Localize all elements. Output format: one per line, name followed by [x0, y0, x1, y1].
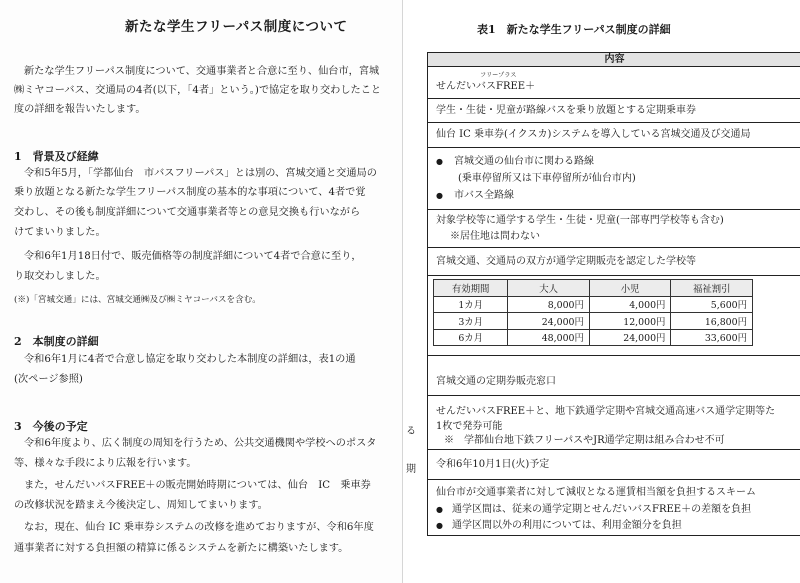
- section-1-heading: 1 背景及び経緯: [14, 150, 99, 163]
- fare-term: 6カ月: [434, 329, 508, 346]
- section-1-line: り取交わしました。: [14, 271, 106, 282]
- row-routes: [427, 148, 800, 210]
- sales-text: 宮城交通の定期券販売窓口: [436, 376, 556, 387]
- name-ruby: フリープラス: [480, 72, 517, 79]
- fare-header: 福祉割引: [671, 280, 753, 297]
- section-3-line: 等、様々な手段により広報を行います。: [14, 458, 197, 469]
- fare-welfare: 33,600円: [671, 329, 753, 346]
- page-title: 新たな学生フリーパス制度について: [125, 19, 348, 35]
- section-1-line: 令和6年1月18日付で、販売価格等の制度詳細について4者で合意に至り，: [24, 251, 362, 262]
- section-2-line: 令和6年1月に4者で合意し協定を取り交わした本制度の詳細は，表1の通: [24, 354, 356, 365]
- clipped-label: る: [406, 426, 416, 437]
- eligibility-note: ※居住地は問わない: [450, 231, 540, 242]
- section-3-heading: 3 今後の予定: [14, 420, 88, 433]
- row-eligibility: [427, 210, 800, 248]
- fare-row: [434, 313, 753, 330]
- fare-child: 24,000円: [589, 329, 671, 346]
- combination-text: せんだいバスFREE＋と、地下鉄通学定期や宮城交通高速バス通学定期等た: [436, 406, 776, 417]
- pass-description: 学生・生徒・児童が路線バスを乗り放題とする定期乗車券: [436, 105, 696, 116]
- section-3-line: また，せんだいバスFREE＋の販売開始時期については、仙台 IC 乗車券: [24, 480, 371, 491]
- bullet-icon: ●: [436, 157, 443, 166]
- eligibility-text: 対象学校等に通学する学生・生徒・児童(一部専門学校等も含む): [436, 215, 724, 226]
- section-3-line: 通事業者に対する負担額の精算に係るシステムを新たに構築いたします。: [14, 543, 349, 554]
- fare-header: 大人: [508, 280, 590, 297]
- row-schools: [427, 248, 800, 276]
- pass-name: せんだいバスFREE＋: [436, 81, 536, 92]
- scheme-bullet: 通学区間は、従来の通学定期とせんだいバスFREE＋の差額を負担: [452, 504, 752, 515]
- header-label: 内容: [604, 54, 625, 65]
- fare-child: 12,000円: [589, 313, 671, 330]
- scheme-text: 仙台市が交通事業者に対して減収となる運賃相当額を負担するスキーム: [436, 487, 756, 498]
- fare-term: 1カ月: [434, 296, 508, 313]
- row-name: [427, 67, 800, 99]
- route-miyagi-note: (乗車停留所又は下車停留所が仙台市内): [458, 173, 636, 184]
- combination-note: ※ 学都仙台地下鉄フリーパスやJR通学定期は組み合わせ不可: [444, 435, 725, 446]
- right-page: [403, 0, 800, 583]
- section-1-line: 交わし、その後も制度詳細について交通事業者等との意見交換も行いながら: [14, 207, 361, 218]
- section-1-line: 乗り放題となる新たな学生フリーパス制度の基本的な事項について、4者で覚: [14, 187, 366, 198]
- route-miyagi: 宮城交通の仙台市に関わる路線: [454, 156, 594, 167]
- row-description: [427, 99, 800, 123]
- bullet-icon: ●: [436, 191, 443, 200]
- fare-header: 小児: [589, 280, 671, 297]
- route-city-bus: 市バス全路線: [454, 190, 514, 201]
- section-1-line: けてまいりました。: [14, 227, 106, 238]
- fare-row: [434, 296, 753, 313]
- section-3-line: なお，現在、仙台 IC 乗車券システムの改修を進めておりますが、令和6年度: [24, 522, 374, 533]
- fare-welfare: 5,600円: [671, 296, 753, 313]
- combination-text: 1枚で発券可能: [436, 421, 503, 432]
- row-combination: [427, 396, 800, 450]
- fare-row: [434, 329, 753, 346]
- intro-line: 度の詳細を報告いたします。: [14, 104, 146, 115]
- bullet-icon: ●: [436, 521, 443, 530]
- fare-header-row: [434, 280, 753, 297]
- fare-adult: 24,000円: [508, 313, 590, 330]
- section-2-line: (次ページ参照): [14, 374, 83, 385]
- section-2-heading: 2 本制度の詳細: [14, 335, 99, 348]
- section-1-note: (※)「宮城交通」には、宮城交通㈱及び㈱ミヤコーバスを含む。: [14, 295, 261, 305]
- intro-line: ㈱ミヤコーバス、交通局の4者(以下，「4者」という。)で協定を取り交わしたこと: [14, 85, 382, 96]
- bullet-icon: ●: [436, 505, 443, 514]
- section-1-line: 令和5年5月，「学都仙台 市バスフリーパス」とは別の、宮城交通と交通局の: [24, 168, 377, 179]
- row-operators: [427, 123, 800, 148]
- table-title: 表1 新たな学生フリーパス制度の詳細: [477, 23, 671, 36]
- fare-adult: 48,000円: [508, 329, 590, 346]
- fare-term: 3カ月: [434, 313, 508, 330]
- intro-line: 新たな学生フリーパス制度について、交通事業者と合意に至り、仙台市，宮城: [24, 66, 380, 77]
- section-3-line: 令和6年度より、広く制度の周知を行うため、公共交通機関や学校へのポスタ: [24, 438, 377, 449]
- start-date-text: 令和6年10月1日(火)予定: [436, 459, 550, 470]
- table-header: [427, 53, 800, 67]
- row-start-date: [427, 450, 800, 480]
- row-sales: [427, 356, 800, 396]
- schools-text: 宮城交通、交通局の双方が通学定期販売を認定した学校等: [436, 256, 696, 267]
- fare-child: 4,000円: [589, 296, 671, 313]
- fare-welfare: 16,800円: [671, 313, 753, 330]
- scheme-bullet: 通学区間以外の利用については、利用金額分を負担: [452, 520, 682, 531]
- section-3-line: の改修状況を踏まえ今後決定し、周知してまいります。: [14, 500, 268, 511]
- fare-adult: 8,000円: [508, 296, 590, 313]
- operators-text: 仙台 IC 乗車券(イクスカ)システムを導入している宮城交通及び交通局: [436, 129, 751, 140]
- fare-table: [433, 279, 753, 346]
- clipped-label: 期: [406, 464, 416, 475]
- fare-header: 有効期間: [434, 280, 508, 297]
- row-scheme: [427, 480, 800, 536]
